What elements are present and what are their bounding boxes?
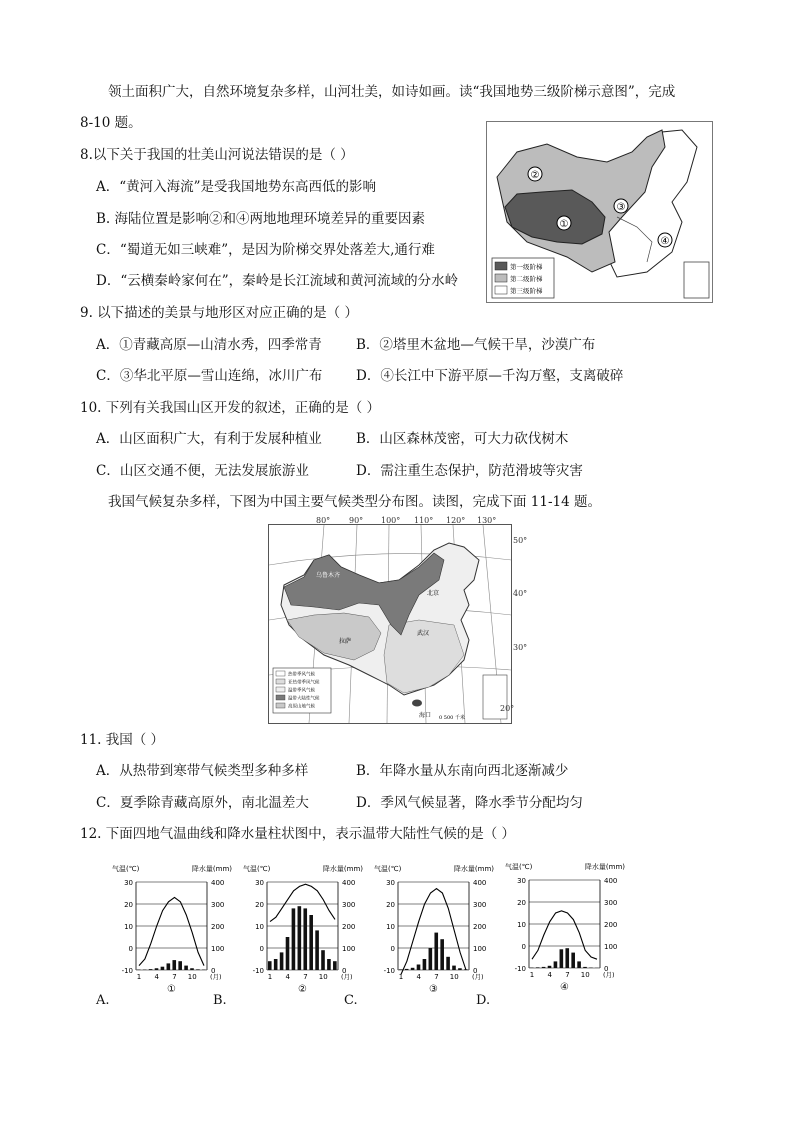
temp-tick-label: 20 <box>386 901 395 909</box>
precip-tick-label: 200 <box>342 923 356 931</box>
q11-option-b: B．年降水量从东南向西北逐渐减少 <box>356 763 569 779</box>
precip-bar <box>405 969 409 970</box>
month-tick-label: 10 <box>187 973 197 981</box>
label-lhasa: 拉萨 <box>339 638 352 645</box>
q8-stem: 8.以下关于我国的壮美山河说法错误的是（ ） <box>80 147 354 163</box>
chart-number: ④ <box>560 982 569 990</box>
lon-90: 90° <box>349 516 364 525</box>
temp-tick-label: 0 <box>128 945 133 953</box>
q10-option-b: B．山区森林茂密，可大力砍伐树木 <box>356 431 569 447</box>
temp-axis-label: 气温(℃) <box>112 865 140 873</box>
precip-bar <box>298 906 302 970</box>
precip-tick-label: 300 <box>473 901 487 909</box>
q9-option-b: B．②塔里木盆地—气候干旱，沙漠广布 <box>356 337 596 353</box>
q11-stem: 11. 我国（ ） <box>80 732 165 748</box>
month-tick-label: 7 <box>303 973 308 981</box>
precip-axis-label: 降水量(mm) <box>453 865 494 873</box>
q11-option-c: C．夏季除青藏高原外，南北温差大 <box>96 795 309 811</box>
precip-bar <box>286 937 290 970</box>
climate-chart-1 <box>112 862 234 992</box>
month-tick-label: 7 <box>565 971 570 979</box>
climate-map <box>268 524 515 724</box>
precip-tick-label: 100 <box>342 945 356 953</box>
precip-tick-label: 200 <box>211 923 225 931</box>
marker-1: ① <box>559 219 569 230</box>
lon-130: 130° <box>477 516 497 525</box>
precip-bar <box>411 968 415 970</box>
legend-tropical: 热带季风气候 <box>288 672 315 678</box>
precip-axis-label: 降水量(mm) <box>322 865 363 873</box>
month-tick-label: 4 <box>154 973 159 981</box>
passage-1-line-1: 领土面积广大，自然环境复杂多样，山河壮美，如诗如画。读“我国地势三级阶梯示意图”，完成 <box>108 84 676 100</box>
precip-tick-label: 300 <box>604 899 618 907</box>
legend-third-step: 第三级阶梯 <box>510 287 543 295</box>
temp-tick-label: -10 <box>252 967 264 975</box>
month-tick-label: 1 <box>267 973 273 981</box>
precip-bar <box>560 949 564 968</box>
temp-axis-label: 气温(℃) <box>374 865 402 873</box>
passage-2: 我国气候复杂多样，下图为中国主要气候类型分布图。读图，完成下面 11-14 题。 <box>108 494 601 510</box>
precip-bar <box>315 930 319 970</box>
month-tick-label: 1 <box>529 971 535 979</box>
passage-1-line-2: 8-10 题。 <box>80 115 142 131</box>
climate-chart-3 <box>374 862 496 992</box>
q12-stem: 12. 下面四地气温曲线和降水量柱状图中，表示温带大陆性气候的是（ ） <box>80 826 516 842</box>
month-tick-label: 7 <box>172 973 177 981</box>
label-beijing: 北京 <box>427 590 440 597</box>
temp-tick-label: -10 <box>121 967 133 975</box>
precip-bar <box>167 963 171 970</box>
temp-tick-label: 0 <box>521 943 526 951</box>
precip-bar <box>571 953 575 968</box>
precip-tick-label: 300 <box>342 901 356 909</box>
precip-bar <box>536 967 540 968</box>
precip-bar <box>440 939 444 970</box>
temp-tick-label: 0 <box>390 945 395 953</box>
legend-first-step: 第一级阶梯 <box>510 263 543 271</box>
lat-30: 30° <box>513 643 528 652</box>
lat-50: 50° <box>513 536 528 545</box>
precip-bar <box>399 969 403 970</box>
legend-temperate-continental: 温带大陆性气候 <box>288 696 320 702</box>
lon-110: 110° <box>414 516 434 525</box>
temp-tick-label: 30 <box>124 879 133 887</box>
temp-tick-label: 30 <box>255 879 264 887</box>
label-haikou: 海口 <box>419 712 432 719</box>
q9-option-d: D．④长江中下游平原—千沟万壑，支离破碎 <box>356 368 624 384</box>
precip-tick-label: 200 <box>604 921 618 929</box>
precip-bar <box>149 969 153 970</box>
precip-bar <box>161 967 165 970</box>
temp-axis-label: 气温(℃) <box>505 863 533 871</box>
climate-chart-2 <box>243 862 365 992</box>
precip-tick-label: 0 <box>342 967 347 975</box>
temp-tick-label: 10 <box>255 923 264 931</box>
temp-tick-label: 10 <box>124 923 133 931</box>
precip-bar <box>452 966 456 970</box>
precip-bar <box>429 948 433 970</box>
precip-bar <box>190 968 194 970</box>
temp-tick-label: 20 <box>517 899 526 907</box>
month-tick-label: 4 <box>547 971 552 979</box>
month-unit-label: (月) <box>472 973 484 981</box>
precip-tick-label: 300 <box>211 901 225 909</box>
precip-bar <box>458 968 462 970</box>
precip-bar <box>434 933 438 970</box>
precip-bar <box>274 959 278 970</box>
q8-option-c: C．“蜀道无如三峡难”，是因为阶梯交界处落差大,通行难 <box>96 242 435 258</box>
precip-bar <box>333 961 337 970</box>
marker-3: ③ <box>616 202 626 213</box>
temp-tick-label: 0 <box>259 945 264 953</box>
lat-20: 20° <box>500 704 515 713</box>
q10-option-d: D．需注重生态保护，防范滑坡等灾害 <box>356 463 583 479</box>
label-wuhan: 武汉 <box>417 630 430 637</box>
marker-4: ④ <box>660 236 670 247</box>
q9-option-a: A．①青藏高原—山清水秀，四季常青 <box>96 337 322 353</box>
precip-bar <box>423 959 427 970</box>
precip-tick-label: 100 <box>604 943 618 951</box>
q10-stem: 10. 下列有关我国山区开发的叙述，正确的是（ ） <box>80 400 381 416</box>
q8-option-a: A．“黄河入海流”是受我国地势东高西低的影响 <box>96 179 377 195</box>
marker-2: ② <box>530 170 540 181</box>
temp-tick-label: 30 <box>386 879 395 887</box>
q12-option-b: B. <box>213 993 227 1008</box>
month-tick-label: 10 <box>318 973 328 981</box>
precip-bar <box>303 908 307 970</box>
q12-option-c: C. <box>344 993 358 1008</box>
q10-option-a: A．山区面积广大，有利于发展种植业 <box>96 431 322 447</box>
legend-second-step: 第二级阶梯 <box>510 275 543 283</box>
q8-option-d: D．“云横秦岭家何在”，秦岭是长江流域和黄河流域的分水岭 <box>96 273 459 289</box>
precip-bar <box>280 952 284 970</box>
q12-option-d: D. <box>476 993 491 1008</box>
precip-bar <box>548 966 552 968</box>
temp-curve <box>401 889 466 975</box>
precip-bar <box>196 969 200 970</box>
lon-100: 100° <box>381 516 401 525</box>
precip-bar <box>178 961 182 970</box>
precip-bar <box>155 968 159 970</box>
month-tick-label: 10 <box>449 973 459 981</box>
precip-tick-label: 400 <box>342 879 356 887</box>
precip-tick-label: 400 <box>473 879 487 887</box>
precip-bar <box>309 915 313 970</box>
precip-bar <box>321 950 325 970</box>
precip-tick-label: 0 <box>211 967 216 975</box>
temp-tick-label: 10 <box>386 923 395 931</box>
legend-plateau: 高原山地气候 <box>288 704 315 710</box>
month-unit-label: (月) <box>341 973 353 981</box>
precip-bar <box>184 966 188 970</box>
q9-stem: 9. 以下描述的美景与地形区对应正确的是（ ） <box>80 305 358 321</box>
chart-number: ① <box>167 984 176 992</box>
climate-chart-4 <box>505 860 627 990</box>
precip-bar <box>327 959 331 970</box>
lon-80: 80° <box>316 516 331 525</box>
precip-tick-label: 400 <box>211 879 225 887</box>
temp-tick-label: 20 <box>124 901 133 909</box>
precip-bar <box>292 908 296 970</box>
q12-option-a: A. <box>96 993 110 1008</box>
map-scale: 0 500 千米 <box>439 715 465 721</box>
precip-tick-label: 0 <box>473 967 478 975</box>
precip-tick-label: 200 <box>473 923 487 931</box>
month-tick-label: 10 <box>580 971 590 979</box>
label-urumqi: 乌鲁木齐 <box>316 572 341 579</box>
temp-tick-label: 20 <box>255 901 264 909</box>
q11-option-a: A．从热带到寒带气候类型多种多样 <box>96 763 309 779</box>
month-unit-label: (月) <box>210 973 222 981</box>
precip-bar <box>268 961 272 970</box>
month-tick-label: 1 <box>398 973 404 981</box>
temp-curve <box>532 911 597 959</box>
month-tick-label: 1 <box>136 973 142 981</box>
month-unit-label: (月) <box>603 971 615 979</box>
temp-axis-label: 气温(℃) <box>243 865 271 873</box>
temp-curve <box>139 897 204 965</box>
month-tick-label: 4 <box>285 973 290 981</box>
precip-axis-label: 降水量(mm) <box>191 865 232 873</box>
q8-option-b: B. 海陆位置是影响②和④两地地理环境差异的重要因素 <box>96 211 426 227</box>
precip-tick-label: 100 <box>211 945 225 953</box>
terrain-map <box>486 121 713 303</box>
precip-bar <box>446 957 450 970</box>
lat-40: 40° <box>513 589 528 598</box>
lon-120: 120° <box>446 516 466 525</box>
month-tick-label: 7 <box>434 973 439 981</box>
precip-bar <box>554 961 558 968</box>
precip-bar <box>583 967 587 968</box>
temp-tick-label: 30 <box>517 877 526 885</box>
precip-bar <box>577 961 581 968</box>
temp-curve <box>270 884 335 921</box>
legend-temperate-monsoon: 温带季风气候 <box>288 688 315 694</box>
month-tick-label: 4 <box>416 973 421 981</box>
precip-tick-label: 0 <box>604 965 609 973</box>
q10-option-c: C．山区交通不便，无法发展旅游业 <box>96 463 309 479</box>
precip-bar <box>542 967 546 968</box>
temp-tick-label: -10 <box>514 965 526 973</box>
chart-number: ③ <box>429 984 438 992</box>
precip-bar <box>172 960 176 970</box>
temp-tick-label: -10 <box>383 967 395 975</box>
plateau-zone <box>287 613 381 660</box>
precip-tick-label: 100 <box>473 945 487 953</box>
q11-option-d: D．季风气候显著，降水季节分配均匀 <box>356 795 583 811</box>
precip-tick-label: 400 <box>604 877 618 885</box>
precip-bar <box>417 965 421 971</box>
chart-number: ② <box>298 984 307 992</box>
legend-subtropical: 亚热带季风气候 <box>288 680 320 686</box>
precip-bar <box>565 948 569 968</box>
q9-option-c: C．③华北平原—雪山连绵，冰川广布 <box>96 368 323 384</box>
precip-axis-label: 降水量(mm) <box>584 863 625 871</box>
temp-tick-label: 10 <box>517 921 526 929</box>
